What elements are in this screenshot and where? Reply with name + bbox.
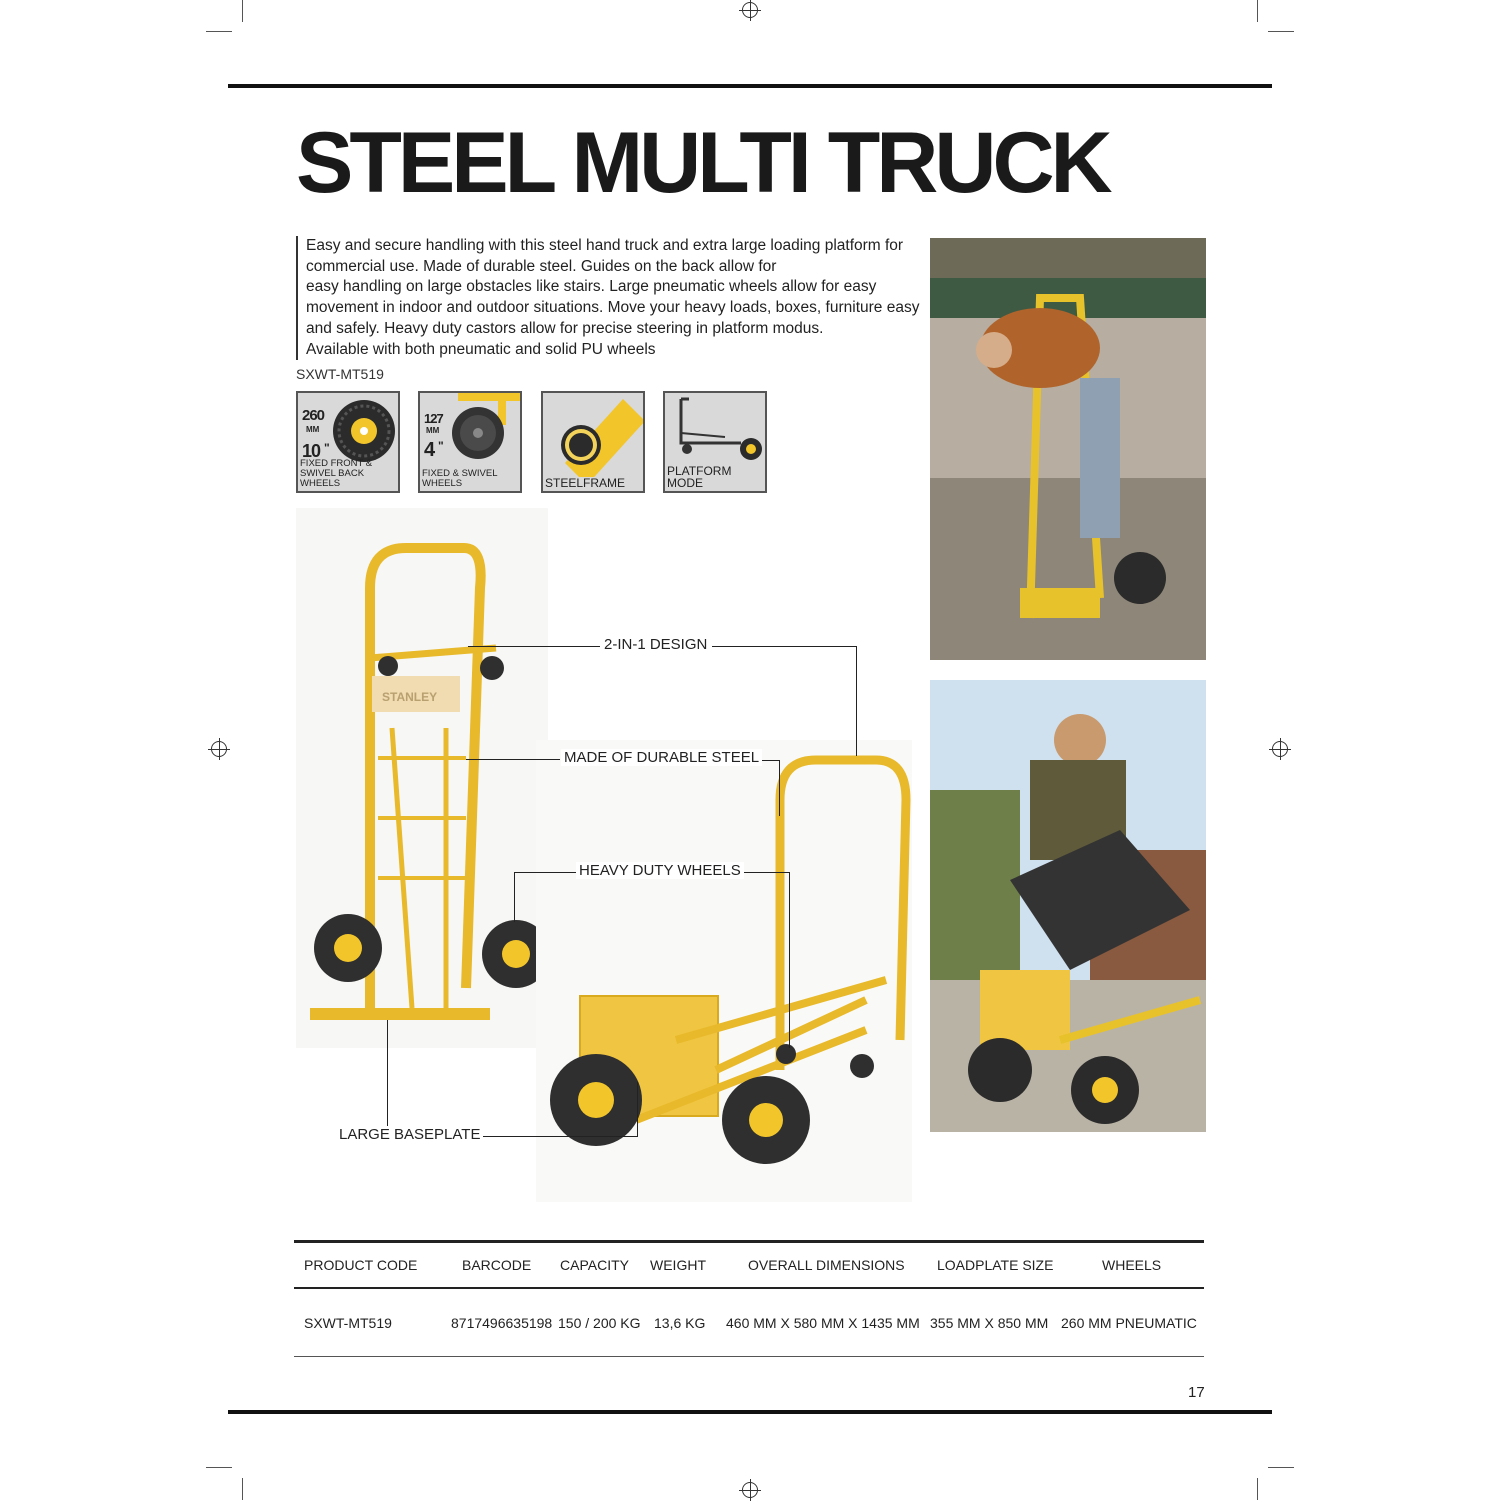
lifestyle-photo-stairs xyxy=(930,238,1206,660)
crop-mark xyxy=(1268,31,1294,32)
castor-size-inch: 4 xyxy=(424,439,436,461)
callout-line xyxy=(779,760,780,816)
icon-label: PLATFORM MODE xyxy=(667,464,732,490)
steel-tube-icon xyxy=(543,393,645,477)
hand-truck-upright-image xyxy=(296,508,548,1048)
tire-icon xyxy=(330,397,398,465)
crop-mark xyxy=(1257,1478,1258,1500)
callout-large-baseplate: LARGE BASEPLATE xyxy=(336,1126,483,1143)
product-code-label: SXWT-MT519 xyxy=(296,366,384,382)
table-rule xyxy=(294,1287,1204,1289)
cell-barcode: 8717496635198 xyxy=(451,1315,553,1331)
callout-line xyxy=(637,1082,638,1137)
crop-mark xyxy=(1268,1467,1294,1468)
description-line: Available with both pneumatic and solid PU wheels xyxy=(306,340,656,358)
table-rule xyxy=(294,1240,1204,1243)
registration-mark-icon xyxy=(742,1482,758,1498)
product-description xyxy=(296,236,936,360)
inch-unit: " xyxy=(324,441,330,455)
callout-line xyxy=(712,646,856,647)
header-capacity: CAPACITY xyxy=(560,1257,629,1273)
description-line: and safely. Heavy duty castors allow for precise steering in platform modus. xyxy=(306,319,824,337)
crop-mark xyxy=(206,1467,232,1468)
bottom-rule xyxy=(228,1410,1272,1414)
page-number: 17 xyxy=(1188,1384,1205,1401)
icon-label: FIXED & SWIVEL WHEELS xyxy=(422,468,498,489)
hand-truck-platform-image xyxy=(536,740,912,1202)
castor-wheel-icon xyxy=(448,393,522,471)
callout-line xyxy=(466,759,560,760)
castor-127-icon xyxy=(418,391,522,493)
cell-wheels: 260 MM PNEUMATIC xyxy=(1061,1315,1197,1331)
callout-line xyxy=(789,872,790,1048)
castor-size-unit: MM xyxy=(426,426,440,435)
header-wheels: WHEELS xyxy=(1102,1257,1162,1273)
inch-unit: " xyxy=(438,439,444,453)
callout-durable-steel: MADE OF DURABLE STEEL xyxy=(561,749,762,766)
callout-line xyxy=(856,646,857,756)
wheel-size-inch: 10 xyxy=(302,441,321,461)
description-line: Easy and secure handling with this steel hand truck and extra large loading platform for xyxy=(306,237,904,254)
registration-mark-icon xyxy=(1272,741,1288,757)
cell-overall-dimensions: 460 MM X 580 MM X 1435 MM xyxy=(726,1315,920,1331)
cell-loadplate-size: 355 MM X 850 MM xyxy=(930,1315,1049,1331)
table-rule xyxy=(294,1356,1204,1357)
crop-mark xyxy=(206,31,232,32)
lifestyle-photo-platform xyxy=(930,680,1206,1132)
wheel-size-mm: 260 xyxy=(302,407,325,424)
wheel-size-unit: MM xyxy=(306,425,320,434)
brand-plate: STANLEY xyxy=(382,690,438,704)
castor-size-mm: 127 xyxy=(424,411,443,426)
crop-mark xyxy=(1257,0,1258,22)
description-line: commercial use. Made of durable steel. Guides on the back allow for xyxy=(306,257,777,275)
header-product-code: PRODUCT CODE xyxy=(304,1257,418,1273)
callout-2-in-1-design: 2-IN-1 DESIGN xyxy=(601,636,710,653)
callout-line xyxy=(387,1020,388,1126)
crop-mark xyxy=(242,1478,243,1500)
wheel-260-icon xyxy=(296,391,400,493)
top-rule xyxy=(228,84,1272,88)
registration-mark-icon xyxy=(211,741,227,757)
cell-weight: 13,6 KG xyxy=(654,1315,706,1331)
platform-truck-icon xyxy=(665,393,767,463)
header-weight: WEIGHT xyxy=(650,1257,706,1273)
callout-line xyxy=(482,1136,638,1137)
description-line: movement in indoor and outdoor situations. Move your heavy loads, boxes, furniture easy xyxy=(306,299,920,317)
platform-mode-icon xyxy=(663,391,767,493)
registration-mark-icon xyxy=(742,2,758,18)
callout-line xyxy=(514,872,515,922)
cell-capacity: 150 / 200 KG xyxy=(558,1315,641,1331)
header-overall-dimensions: OVERALL DIMENSIONS xyxy=(748,1257,905,1273)
crop-mark xyxy=(242,0,243,22)
header-loadplate-size: LOADPLATE SIZE xyxy=(937,1257,1054,1273)
callout-heavy-duty-wheels: HEAVY DUTY WHEELS xyxy=(576,862,744,879)
icon-label: STEELFRAME xyxy=(545,476,626,490)
steel-frame-icon xyxy=(541,391,645,493)
callout-line xyxy=(468,646,600,647)
icon-label: FIXED FRONT & SWIVEL BACK WHEELS xyxy=(300,458,373,489)
header-barcode: BARCODE xyxy=(462,1257,532,1273)
callout-line xyxy=(514,872,576,873)
description-line: easy handling on large obstacles like stairs. Large pneumatic wheels allow for easy xyxy=(306,278,877,296)
page-title: STEEL MULTI TRUCK xyxy=(296,115,1109,211)
cell-product-code: SXWT-MT519 xyxy=(304,1315,392,1331)
